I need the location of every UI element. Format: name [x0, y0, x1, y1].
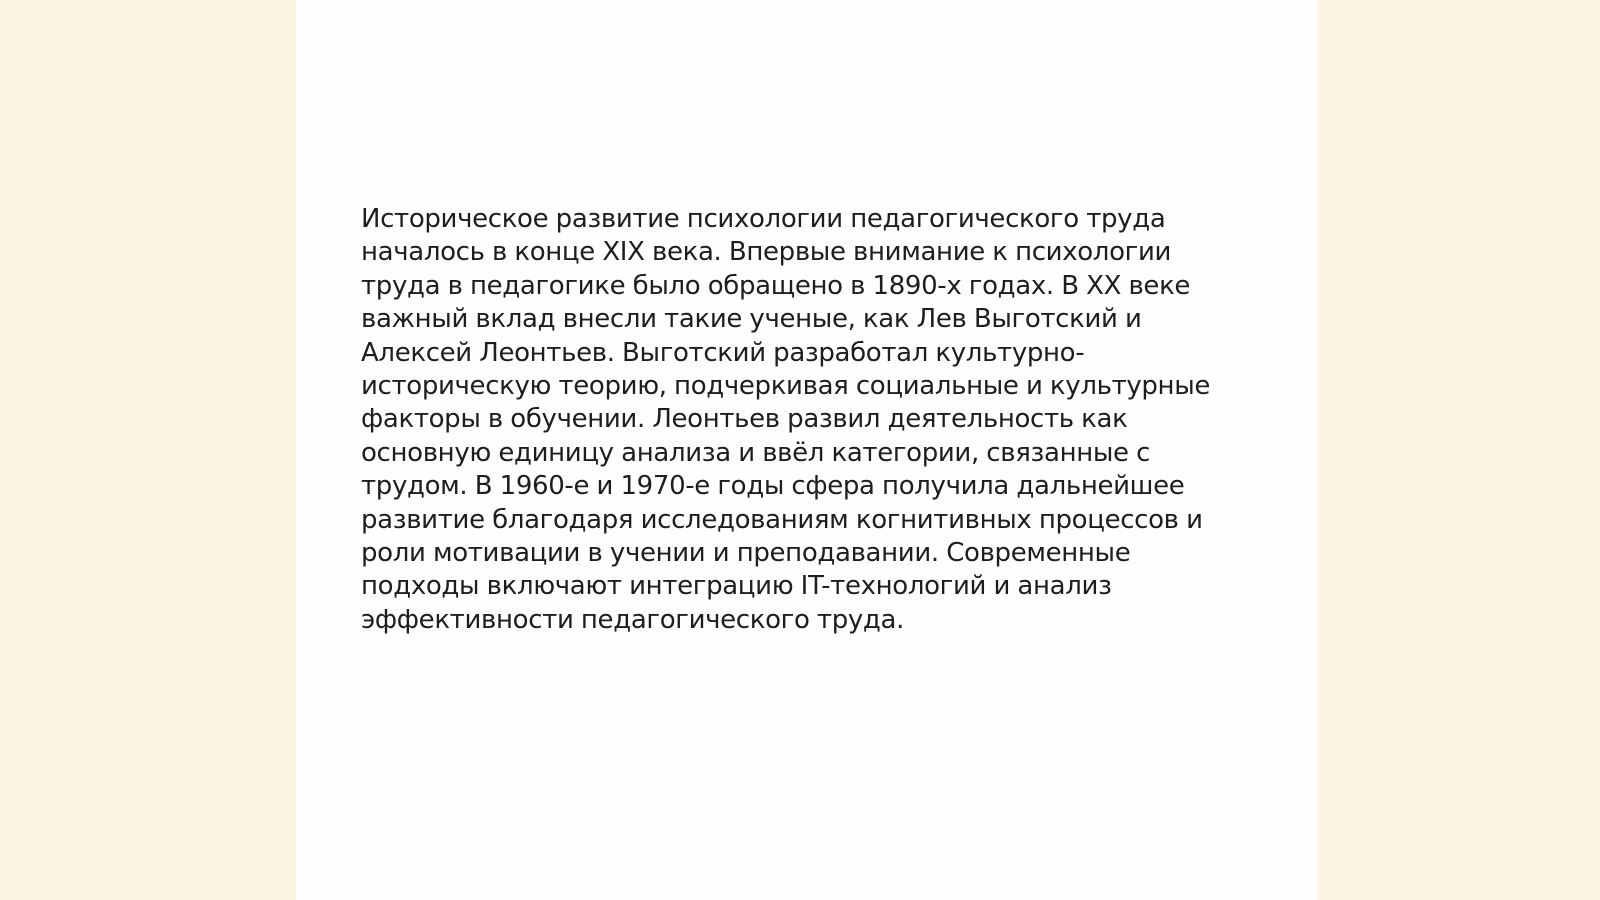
- body-line: развитие благодаря исследованиям когнитивных процессов и: [361, 504, 1203, 535]
- right-margin-panel: [1317, 0, 1600, 900]
- body-line: основную единицу анализа и ввёл категории, связанные с: [361, 437, 1151, 468]
- body-line: началось в конце XIX века. Впервые внимание к психологии: [361, 237, 1172, 268]
- body-line: роли мотивации в учении и преподавании. Современные: [361, 538, 1131, 569]
- body-line: подходы включают интеграцию IT-технологий и анализ: [361, 571, 1112, 602]
- body-line: труда в педагогике было обращено в 1890-х годах. В XX веке: [361, 270, 1191, 301]
- left-margin-panel: [0, 0, 296, 900]
- body-line: важный вклад внесли такие ученые, как Лев Выготский и: [361, 304, 1142, 335]
- body-line: историческую теорию, подчеркивая социальные и культурные: [361, 371, 1211, 402]
- slide-canvas: [296, 0, 1317, 900]
- body-line: Историческое развитие психологии педагогического труда: [361, 204, 1166, 234]
- body-line: факторы в обучении. Леонтьев развил деятельность как: [361, 404, 1128, 435]
- body-line: Алексей Леонтьев. Выготский разработал культурно-: [361, 337, 1085, 368]
- slide-body-text: [361, 203, 1241, 637]
- body-line: трудом. В 1960-е и 1970-е годы сфера получила дальнейшее: [361, 471, 1185, 502]
- body-line: эффективности педагогического труда.: [361, 604, 905, 635]
